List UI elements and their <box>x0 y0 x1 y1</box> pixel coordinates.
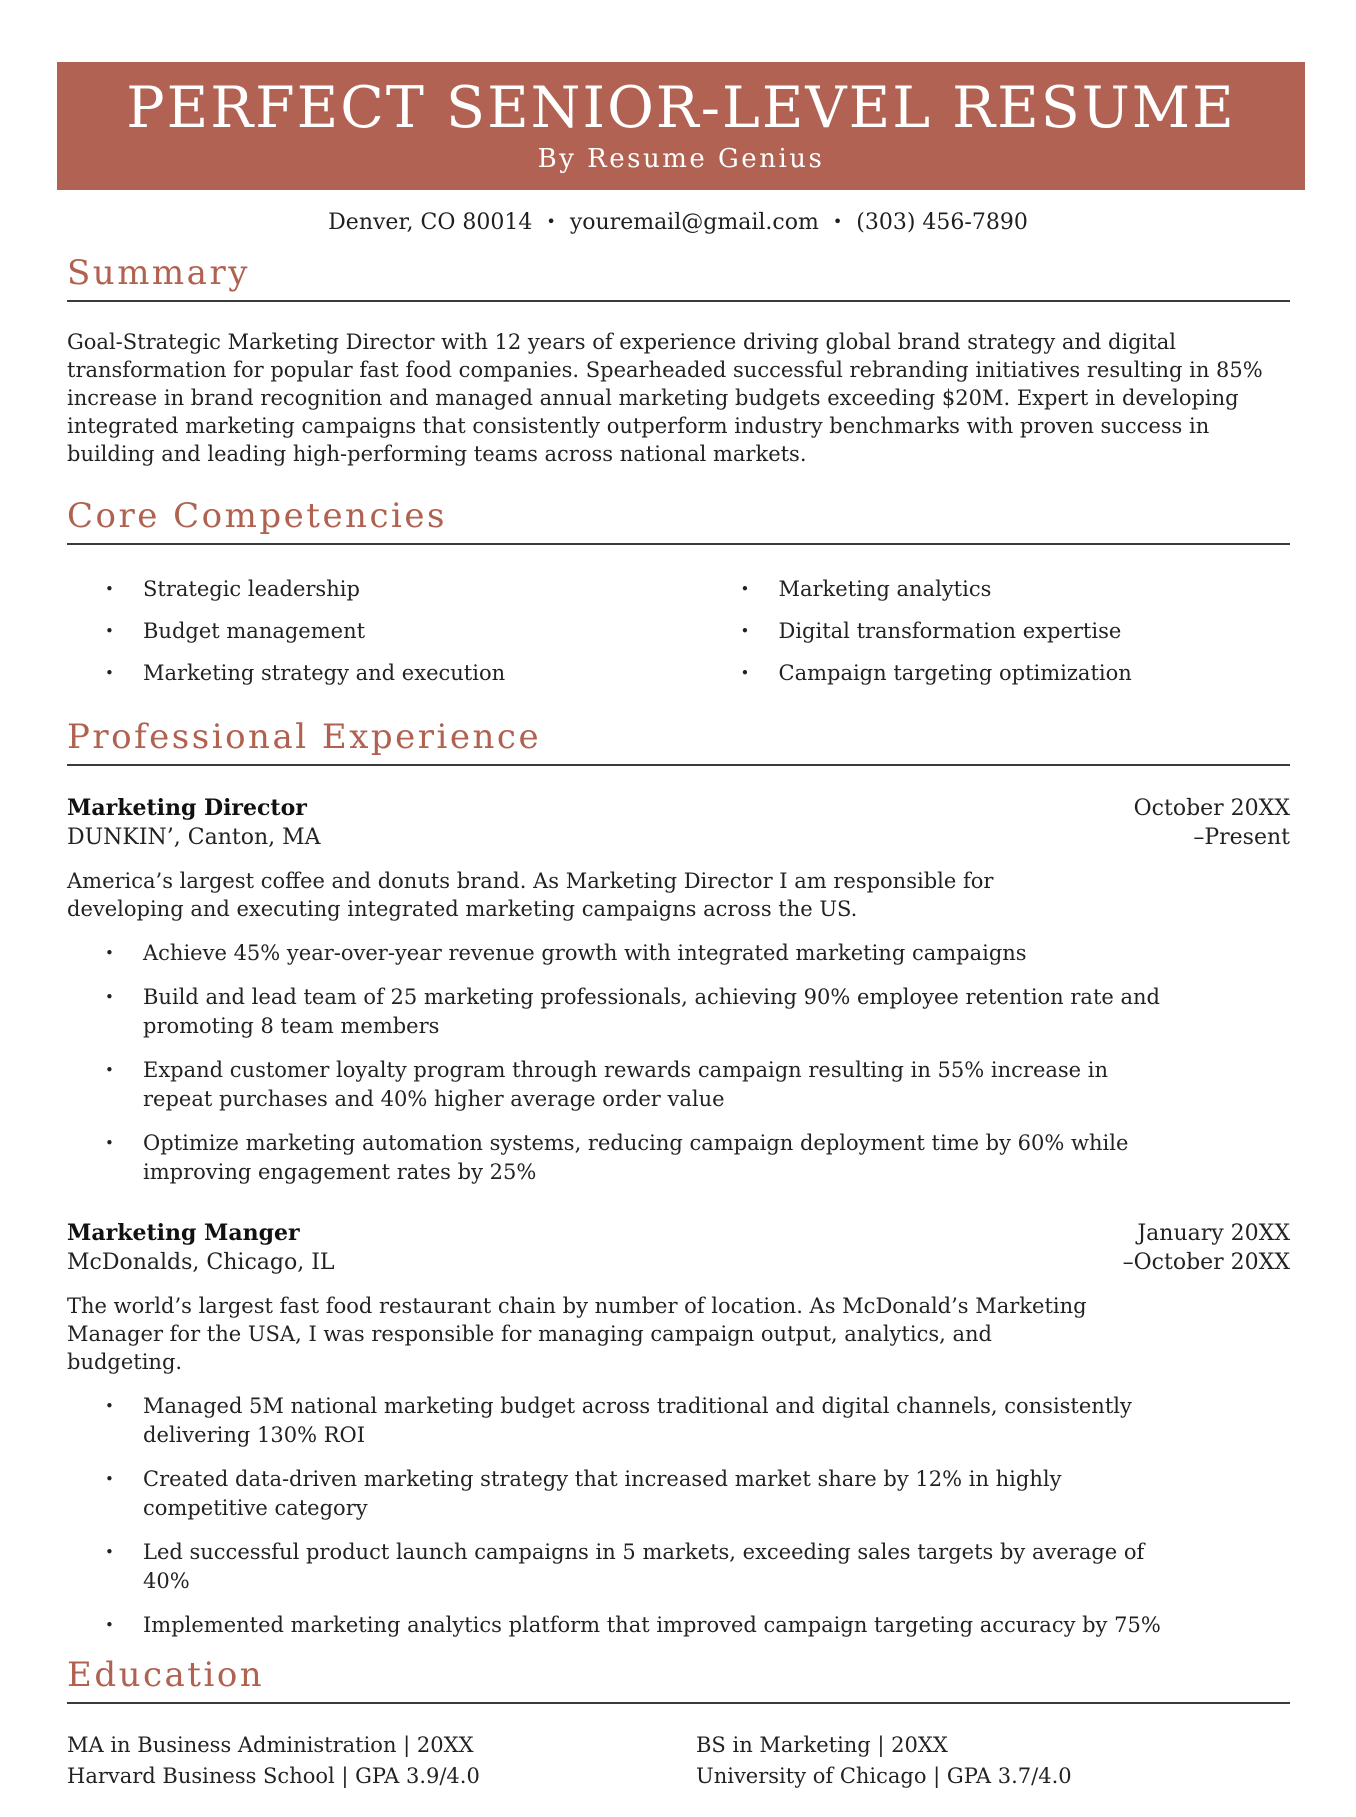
job-bullet-item <box>105 1129 1290 1187</box>
job-bullet-item <box>105 1056 1290 1114</box>
job-bullet-text: Led successful product launch campaigns in 5 markets, exceeding sales targets by average of 40% <box>143 1540 1145 1593</box>
job-date-end: –October 20XX <box>1122 1250 1290 1275</box>
education-degree: BS in Marketing | 20XX <box>696 1733 948 1757</box>
section-experience <box>67 717 1290 1640</box>
core-competencies-heading: Core Competencies <box>67 496 1290 545</box>
job-dates <box>1123 1219 1290 1277</box>
section-education <box>67 1655 1290 1792</box>
contact-line <box>0 210 1356 235</box>
education-school: University of Chicago | GPA 3.7/4.0 <box>696 1764 1072 1788</box>
competency-label: Campaign targeting optimization <box>778 661 1132 685</box>
job-bullet-item <box>105 939 1290 968</box>
job-bullet-item <box>105 1538 1290 1596</box>
job-entry-dunkin <box>67 794 1290 1187</box>
job-company: DUNKIN’, Canton, MA <box>67 825 321 850</box>
bullet-icon: • <box>105 1543 114 1561</box>
header-banner <box>57 62 1305 190</box>
education-entry <box>696 1730 1072 1792</box>
job-company: McDonalds, Chicago, IL <box>67 1250 335 1275</box>
job-bullet-text: Expand customer loyalty program through rewards campaign resulting in 55% increase in repeat purchases and 40% higher average order value <box>143 1058 1109 1111</box>
job-bullet-text: Optimize marketing automation systems, reducing campaign deployment time by 60% while improving engagement rates by 25% <box>143 1131 1129 1184</box>
education-entry <box>67 1730 696 1792</box>
job-description: The world’s largest fast food restaurant chain by number of location. As McDonald’s Marketing Manager for the USA, I was responsible for managing campaign output, analytics, and budgeting. <box>67 1294 1087 1374</box>
job-description: America’s largest coffee and donuts brand. As Marketing Director I am responsible for developing and executing integrated marketing campaigns across the US. <box>67 869 994 921</box>
bullet-icon: • <box>740 622 750 640</box>
bullet-icon: • <box>105 1134 114 1152</box>
job-bullet-item <box>105 1392 1290 1450</box>
job-entry-mcdonalds <box>67 1219 1290 1640</box>
resume-content <box>0 253 1356 1792</box>
bullet-icon: • <box>105 622 114 640</box>
competency-item <box>741 617 1291 645</box>
competency-columns <box>67 575 1290 701</box>
contact-phone: (303) 456-7890 <box>856 210 1028 235</box>
resume-subtitle: By Resume Genius <box>537 144 825 174</box>
job-bullet-text: Created data-driven marketing strategy that increased market share by 12% in highly competitive category <box>143 1467 1062 1520</box>
education-columns <box>67 1730 1290 1792</box>
bullet-icon: • <box>105 1397 114 1415</box>
competency-label: Marketing strategy and execution <box>143 661 506 685</box>
job-date-end: –Present <box>1193 825 1290 850</box>
competency-item <box>105 659 679 687</box>
job-date-start: January 20XX <box>1137 1221 1290 1246</box>
job-title: Marketing Director <box>67 795 307 821</box>
section-summary <box>67 253 1290 468</box>
bullet-icon: • <box>105 580 114 598</box>
job-title: Marketing Manger <box>67 1220 300 1246</box>
competency-item <box>105 617 679 645</box>
resume-title: PERFECT SENIOR-LEVEL RESUME <box>126 75 1236 141</box>
job-bullet-text: Implemented marketing analytics platform that improved campaign targeting accuracy by 75% <box>143 1613 1161 1637</box>
job-bullet-text: Achieve 45% year-over-year revenue growth with integrated marketing campaigns <box>143 941 1027 965</box>
job-dates <box>1134 794 1290 852</box>
summary-heading: Summary <box>67 253 1290 302</box>
job-titles <box>67 1219 335 1277</box>
job-bullet-item <box>105 983 1290 1041</box>
resume-page <box>0 62 1356 1817</box>
bullet-icon: • <box>105 1470 114 1488</box>
job-date-start: October 20XX <box>1133 796 1290 821</box>
bullet-icon: • <box>105 944 114 962</box>
competency-item <box>105 575 679 603</box>
bullet-icon: • <box>105 1061 114 1079</box>
section-core-competencies <box>67 496 1290 701</box>
job-bullet-item <box>105 1611 1290 1640</box>
job-bullet-list <box>67 939 1290 1187</box>
bullet-icon: • <box>740 664 750 682</box>
competency-item <box>741 575 1291 603</box>
job-header <box>67 1219 1290 1277</box>
competency-label: Digital transformation expertise <box>778 619 1122 643</box>
summary-text: Goal-Strategic Marketing Director with 12 years of experience driving global brand strategy and digital transformation for popular fast food companies. Spearheaded successful rebranding initiatives resulting in 85% increase in brand recognition and managed annual marketing budgets exceeding $20M. Expert in developing integrated marketing campaigns that consistently outperform industry benchmarks with proven success in building and leading high-performing teams across national markets. <box>67 330 1263 466</box>
competency-label: Budget management <box>143 619 366 643</box>
job-bullet-text: Build and lead team of 25 marketing professionals, achieving 90% employee retention rate and promoting 8 team members <box>143 985 1160 1038</box>
contact-separator-dot: • <box>546 212 556 231</box>
job-titles <box>67 794 321 852</box>
job-bullet-item <box>105 1465 1290 1523</box>
contact-separator-dot: • <box>832 212 843 231</box>
education-heading: Education <box>67 1655 1290 1704</box>
job-bullet-text: Managed 5M national marketing budget across traditional and digital channels, consistently delivering 130% ROI <box>143 1394 1132 1447</box>
competency-column-right <box>679 575 1291 701</box>
job-header <box>67 794 1290 852</box>
bullet-icon: • <box>105 664 114 682</box>
bullet-icon: • <box>105 1616 114 1634</box>
competency-column-left <box>67 575 679 701</box>
competency-item <box>741 659 1291 687</box>
contact-location: Denver, CO 80014 <box>328 210 533 235</box>
competency-label: Strategic leadership <box>143 577 360 601</box>
bullet-icon: • <box>105 988 114 1006</box>
job-bullet-list <box>67 1392 1290 1640</box>
competency-label: Marketing analytics <box>778 577 992 601</box>
education-degree: MA in Business Administration | 20XX <box>67 1733 474 1757</box>
contact-email: youremail@gmail.com <box>569 210 819 235</box>
education-school: Harvard Business School | GPA 3.9/4.0 <box>67 1764 480 1788</box>
bullet-icon: • <box>740 580 750 598</box>
experience-heading: Professional Experience <box>67 717 1290 766</box>
